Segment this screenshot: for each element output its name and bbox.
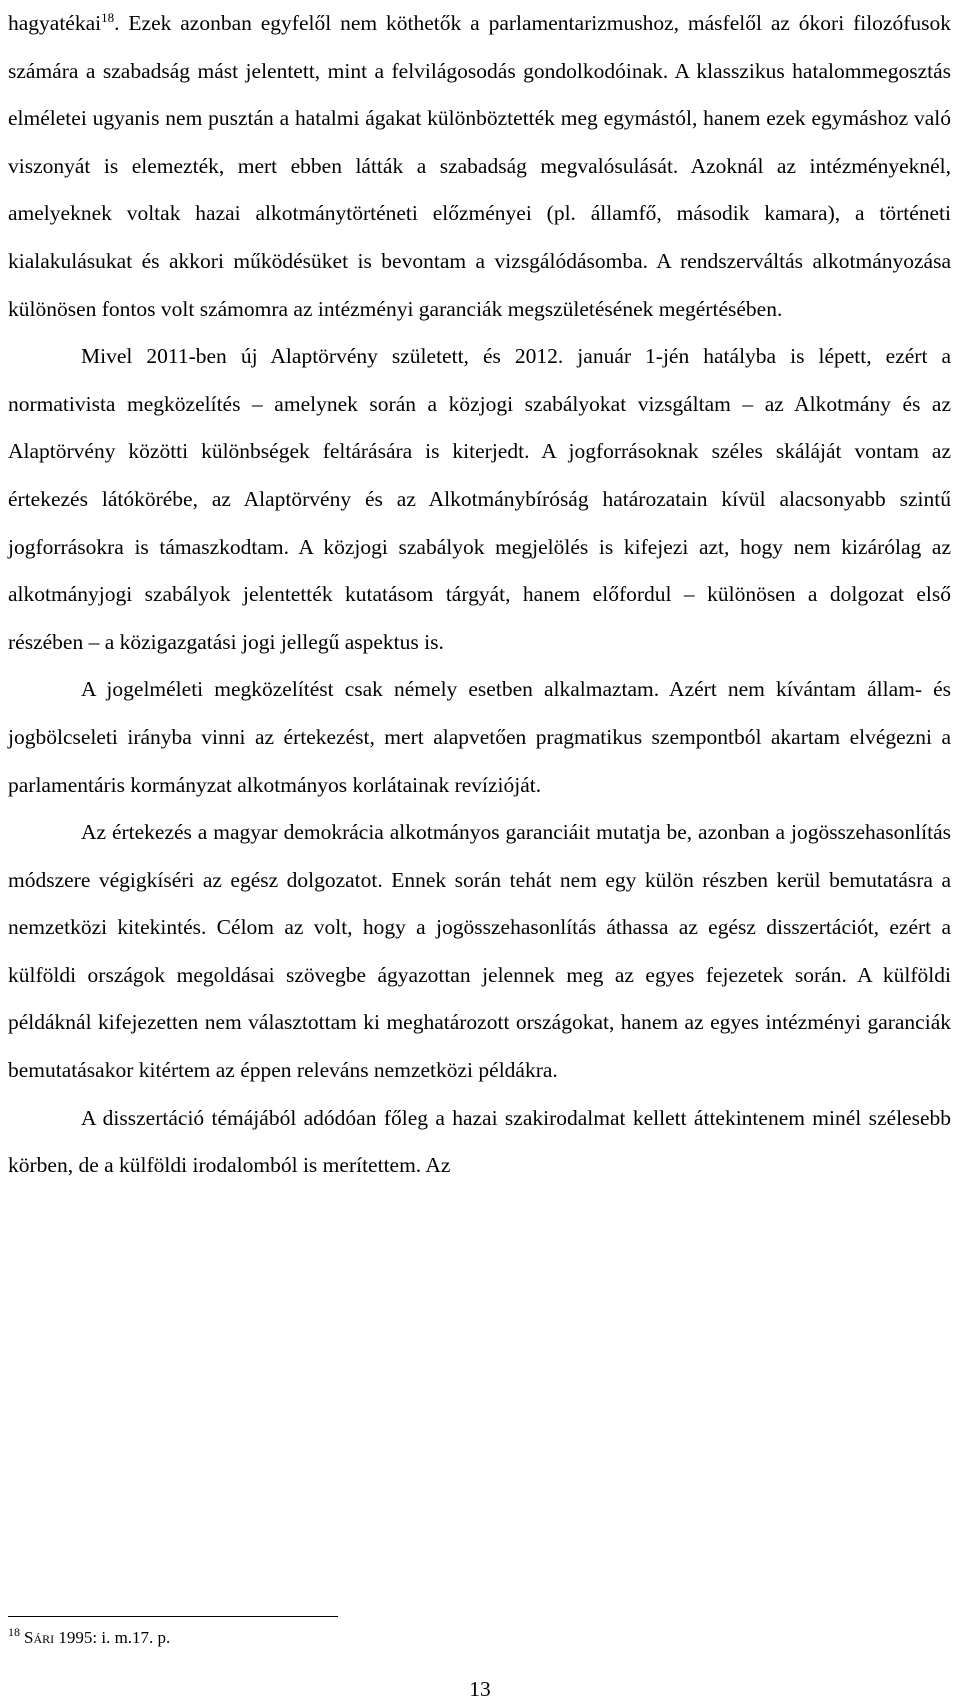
paragraph-3: A jogelméleti megközelítést csak némely esetben alkalmaztam. Azért nem kívántam állam- és jogbölcseleti irányba vinni az értekezést, mert alapvetően pragmatikus szempontból akartam elvégezni a parlamentáris kormányzat alkotmányos korlátainak revízióját. — [8, 677, 951, 797]
page-number: 13 — [469, 1677, 491, 1701]
footnote-separator — [8, 1616, 338, 1617]
footnote-reference: 18 — [101, 9, 115, 25]
paragraph-1 — [8, 0, 951, 333]
paragraph-5: A disszertáció témájából adódóan főleg a hazai szakirodalmat kellett áttekintenem minél szélesebb körben, de a külföldi irodalomból is merítettem. Az — [8, 1105, 951, 1178]
footnote-citation: 1995: i. m.17. p. — [54, 1628, 171, 1647]
footnote — [8, 1627, 170, 1649]
body-text — [8, 0, 951, 1190]
paragraph-1-rest: . Ezek azonban egyfelől nem köthetők a parlamentarizmushoz, másfelől az ókori filozófusok számára a szabadság mást jelentett, mint a felvilágosodás gondolkodóinak. A klasszikus hatalommegosztás elméletei ugyanis nem pusztán a hatalmi ágakat különböztették meg egymástól, hanem ezek egymáshoz való viszonyát is elemezték, mert ebben látták a szabadság megvalósulását. Azoknál az intézményeknél, amelyeknek voltak hazai alkotmánytörténeti előzményei (pl. államfő, második kamara), a történeti kialakulásukat és akkori működésüket is bevontam a vizsgálódásomba. A rendszerváltás alkotmányozása különösen fontos volt számomra az intézményi garanciák megszületésének megértésében. — [8, 11, 951, 321]
paragraph-4: Az értekezés a magyar demokrácia alkotmányos garanciáit mutatja be, azonban a jogösszehasonlítás módszere végigkíséri az egész dolgozatot. Ennek során tehát nem egy külön részben kerül bemutatásra a nemzetközi kitekintés. Célom az volt, hogy a jogösszehasonlítás áthassa az egész disszertációt, ezért a külföldi országok megoldásai szövegbe ágyazottan jelennek meg az egyes fejezetek során. A külföldi példáknál kifejezetten nem választottam ki meghatározott országokat, hanem az egyes intézményi garanciák bemutatásakor kitértem az éppen releváns nemzetközi példákra. — [8, 820, 951, 1083]
paragraph-1-start: hagyatékai — [8, 11, 102, 35]
footnote-author: Sári — [24, 1628, 55, 1647]
paragraph-2: Mivel 2011-ben új Alaptörvény született, és 2012. január 1-jén hatályba is lépett, ezért a normativista megközelítés – amelynek során a közjogi szabályokat vizsgáltam – az Alkotmány és az Alaptörvény közötti különbségek feltárására is kiterjedt. A jogforrásoknak széles skáláját vontam az értekezés látókörébe, az Alaptörvény és az Alkotmánybíróság határozatain kívül alacsonyabb szintű jogforrásokra is támaszkodtam. A közjogi szabályok megjelölés is kifejezi azt, hogy nem kizárólag az alkotmányjogi szabályok jelentették kutatásom tárgyát, hanem előfordul – különösen a dolgozat első részében – a közigazgatási jogi jellegű aspektus is. — [8, 344, 951, 654]
footnote-number: 18 — [8, 1625, 20, 1640]
